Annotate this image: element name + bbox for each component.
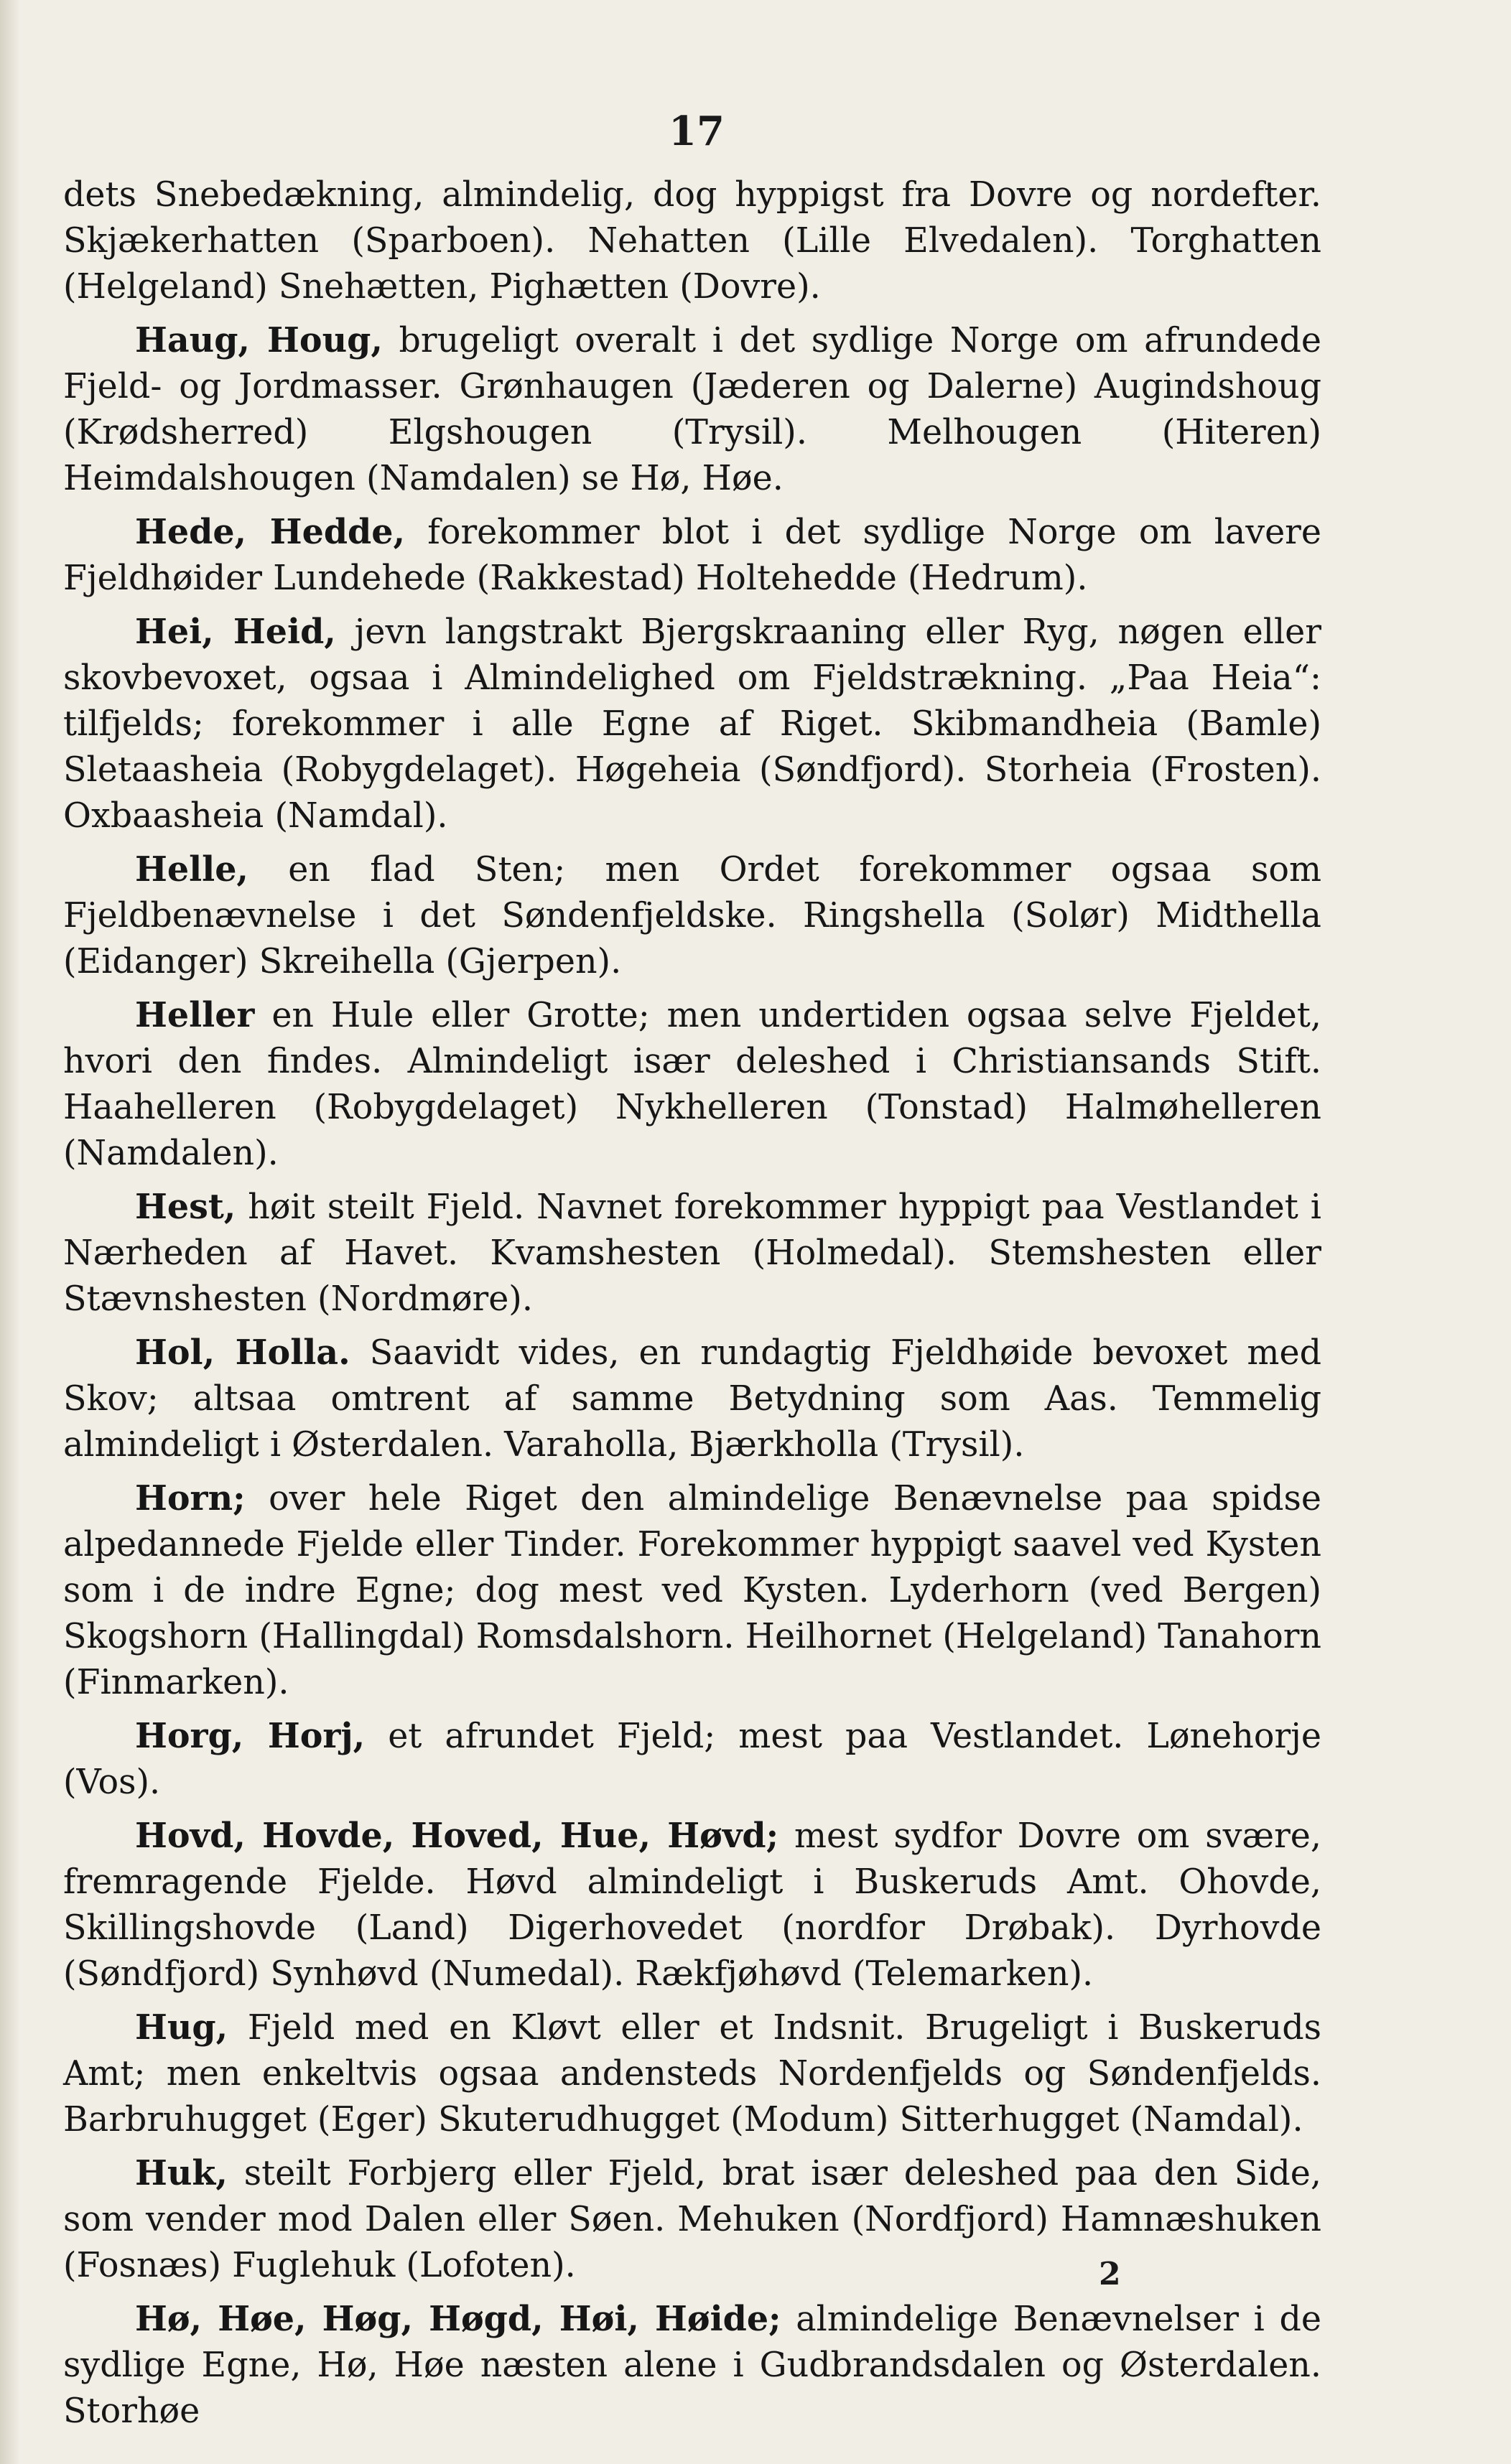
entry-hest [63, 1184, 1321, 1322]
entry-horn [63, 1475, 1321, 1706]
entry-text: over hele Riget den almindelige Benævnelse paa spidse alpedannede Fjelde eller Tinder. Forekommer hyppigt saavel ved Kysten som i de indre Egne; dog mest ved Kysten. Lyderhorn (ved Bergen) Skogshorn (Hallingdal) Romsdalshorn. Heilhornet (Helgeland) Tanahorn (Finmarken). [63, 1479, 1321, 1702]
entry-hede [63, 509, 1321, 602]
signature-mark: 2 [1099, 2256, 1121, 2292]
entry-heller [63, 992, 1321, 1177]
entry-hol [63, 1330, 1321, 1468]
entry-headword: Hest, [135, 1187, 236, 1227]
entry-headword: Horn; [135, 1478, 246, 1518]
entry-hei [63, 609, 1321, 839]
entry-continuation [63, 172, 1321, 310]
body-text [63, 172, 1321, 2442]
entry-ho [63, 2296, 1321, 2435]
entry-headword: Hede, Hedde, [135, 512, 406, 552]
entry-headword: Heller [135, 995, 255, 1035]
page-number: 17 [669, 108, 725, 155]
entry-horg [63, 1713, 1321, 1806]
entry-helle [63, 846, 1321, 985]
page-edge-shadow [0, 0, 20, 2464]
entry-headword: Haug, Houg, [135, 320, 383, 360]
entry-headword: Helle, [135, 849, 248, 890]
entry-text: en flad Sten; men Ordet forekommer ogsaa som Fjeldbenævnelse i det Søndenfjeldske. Ringshella (Solør) Midthella (Eidanger) Skreihella (Gjerpen). [63, 850, 1321, 981]
entry-haug [63, 317, 1321, 502]
entry-text: brugeligt overalt i det sydlige Norge om afrundede Fjeld- og Jordmasser. Grønhaugen (Jæderen og Dalerne) Augindshoug (Krødsherred) Elgshougen (Trysil). Melhougen (Hiteren) Heimdalshougen (Namdalen) se Hø, Høe. [63, 321, 1321, 498]
entry-text: Fjeld med en Kløvt eller et Indsnit. Brugeligt i Buskeruds Amt; men enkeltvis ogsaa andensteds Nordenfjelds og Søndenfjelds. Barbruhugget (Eger) Skuterudhugget (Modum) Sitterhugget (Namdal). [63, 2008, 1321, 2139]
entry-headword: Horg, Horj, [135, 1716, 366, 1756]
entry-huk [63, 2150, 1321, 2289]
entry-text: almindelige Benævnelser i de sydlige Egne, Hø, Høe næsten alene i Gudbrandsdalen og Østerdalen. Storhøe [63, 2300, 1321, 2431]
entry-headword: Huk, [135, 2153, 228, 2193]
entry-headword: Hovd, Hovde, Hoved, Hue, Høvd; [135, 1816, 779, 1856]
entry-text: steilt Forbjerg eller Fjeld, brat især deleshed paa den Side, som vender mod Dalen eller Søen. Mehuken (Nordfjord) Hamnæshuken (Fosnæs) Fuglehuk (Lofoten). [63, 2154, 1321, 2285]
entry-text: Saavidt vides, en rundagtig Fjeldhøide bevoxet med Skov; altsaa omtrent af samme Betydning som Aas. Temmelig almindeligt i Østerdalen. Varaholla, Bjærkholla (Trysil). [63, 1333, 1321, 1465]
entry-text: høit steilt Fjeld. Navnet forekommer hyppigt paa Vestlandet i Nærheden af Havet. Kvamshesten (Holmedal). Stemshesten eller Stævnshesten (Nordmøre). [63, 1187, 1321, 1319]
entry-hug [63, 2005, 1321, 2143]
entry-hovd [63, 1813, 1321, 1997]
entry-headword: Hei, Heid, [135, 612, 336, 652]
entry-text: mest sydfor Dovre om svære, fremragende Fjelde. Høvd almindeligt i Buskeruds Amt. Ohovde, Skillingshovde (Land) Digerhovedet (nordfor Drøbak). Dyrhovde (Søndfjord) Synhøvd (Numedal). Rækfjøhøvd (Telemarken). [63, 1816, 1321, 1994]
entry-text: et afrundet Fjeld; mest paa Vestlandet. Lønehorje (Vos). [63, 1717, 1321, 1802]
entry-headword: Hø, Høe, Høg, Høgd, Høi, Høide; [135, 2299, 781, 2339]
entry-headword: Hug, [135, 2007, 228, 2048]
entry-text: dets Snebedækning, almindelig, dog hyppigst fra Dovre og nordefter. Skjækerhatten (Sparboen). Nehatten (Lille Elvedalen). Torghatten (Helgeland) Snehætten, Pighætten (Dovre). [63, 175, 1321, 307]
entry-text: en Hule eller Grotte; men undertiden ogsaa selve Fjeldet, hvori den findes. Almindeligt især deleshed i Christiansands Stift. Haahelleren (Robygdelaget) Nykhelleren (Tonstad) Halmøhelleren (Namdalen). [63, 996, 1321, 1173]
entry-text: jevn langstrakt Bjergskraaning eller Ryg, nøgen eller skovbevoxet, ogsaa i Almindelighed om Fjeldstrækning. „Paa Heia“: tilfjelds; forekommer i alle Egne af Riget. Skibmandheia (Bamle) Sletaasheia (Robygdelaget). Høgeheia (Søndfjord). Storheia (Frosten). Oxbaasheia (Namdal). [63, 612, 1321, 836]
entry-text: forekommer blot i det sydlige Norge om lavere Fjeldhøider Lundehede (Rakkestad) Holtehedde (Hedrum). [63, 513, 1321, 598]
entry-headword: Hol, Holla. [135, 1333, 350, 1373]
